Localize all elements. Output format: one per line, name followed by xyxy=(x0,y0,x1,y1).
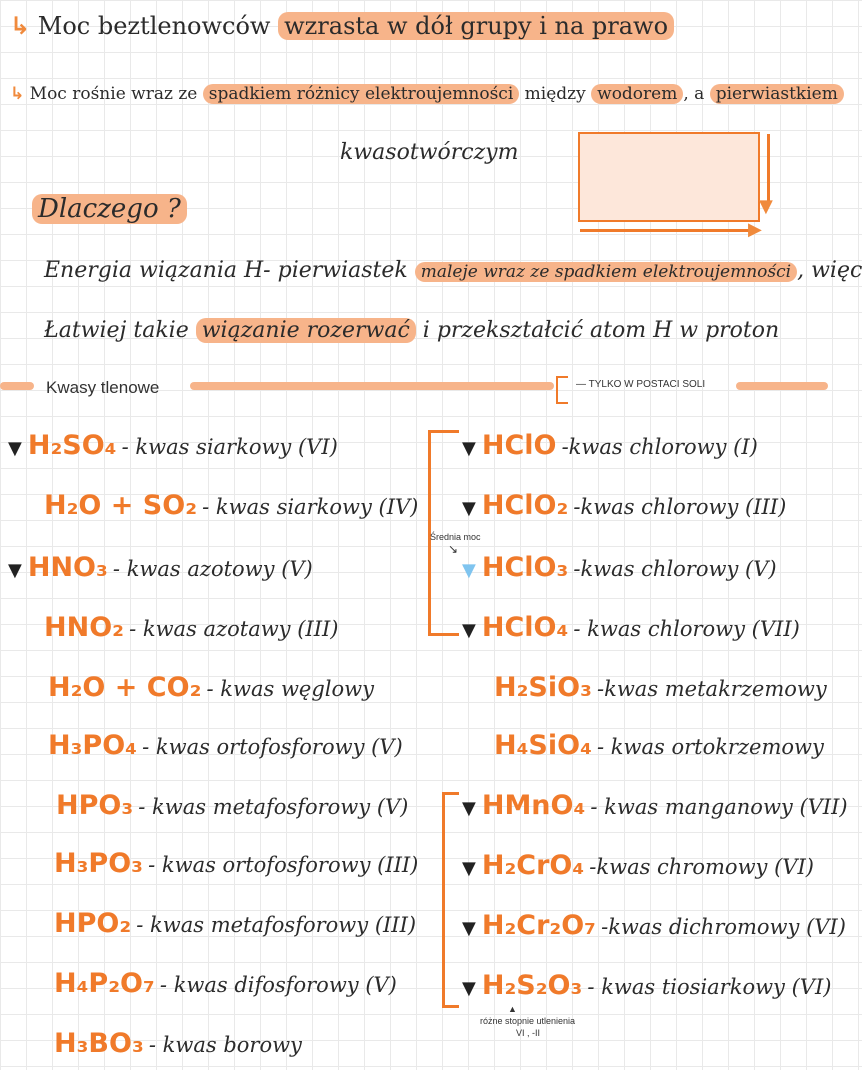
section-title: Kwasy tlenowe xyxy=(46,378,160,397)
why-paragraph-1: Energia wiązania H- pierwiastek maleje wraz ze spadkiem elektroujemności , więc xyxy=(44,258,862,283)
arrow-right-head-icon: ▶ xyxy=(748,219,762,240)
acid-row: H₂SiO₃ -kwas metakrzemowy xyxy=(494,672,827,703)
metal-acids-bracket xyxy=(442,792,459,1008)
acid-row: ▼ H₂S₂O₃ - kwas tiosiarkowy (VI) xyxy=(462,970,832,1001)
acid-row: ▼ HMnO₄ - kwas manganowy (VII) xyxy=(462,790,848,821)
strong-acid-icon: ▼ xyxy=(462,620,476,641)
oxidation-note: różne stopnie utlenienia xyxy=(480,1016,576,1026)
highlight-increase: wzrasta w dół grupy i na prawo xyxy=(278,12,674,40)
why-paragraph-2: Łatwiej takie wiązanie rozerwać i przekształcić atom H w proton xyxy=(44,318,780,343)
strong-acid-icon: ▼ xyxy=(462,978,476,999)
header-line-1: ↳ Moc beztlenowców wzrasta w dół grupy i na prawo xyxy=(10,12,674,40)
strong-acid-icon: ▼ xyxy=(462,918,476,939)
arrow-up-icon: ▲ xyxy=(508,1004,517,1014)
acid-row: H₂O + CO₂ - kwas węglowy xyxy=(48,672,374,703)
header-line-2: ↳ Moc rośnie wraz ze spadkiem różnicy elektroujemności między wodorem , a pierwiastkiem xyxy=(10,84,844,104)
medium-acid-icon: ▼ xyxy=(462,560,476,581)
acid-row: ▼ HClO₃ -kwas chlorowy (V) xyxy=(462,552,777,583)
acid-row: H₂O + SO₂ - kwas siarkowy (IV) xyxy=(44,490,419,521)
strong-acid-icon: ▼ xyxy=(8,438,22,459)
trend-box xyxy=(578,132,760,222)
header-line-2-cont: kwasotwórczym xyxy=(340,140,519,165)
strong-acid-icon: ▼ xyxy=(8,560,22,581)
strong-acid-icon: ▼ xyxy=(462,798,476,819)
strong-acid-icon: ▼ xyxy=(462,498,476,519)
oxidation-values: VI , -II xyxy=(516,1028,541,1038)
acid-row: ▼ HClO -kwas chlorowy (I) xyxy=(462,430,758,461)
arrow-down-icon: ▼ xyxy=(759,196,773,217)
arrow-right-icon: ↳ xyxy=(10,12,31,40)
acid-row: H₄P₂O₇ - kwas difosforowy (V) xyxy=(54,968,397,999)
section-rule-left xyxy=(0,382,34,390)
acid-row: H₄SiO₄ - kwas ortokrzemowy xyxy=(494,730,824,761)
acid-row: HPO₂ - kwas metafosforowy (III) xyxy=(54,908,417,939)
acid-row: HPO₃ - kwas metafosforowy (V) xyxy=(56,790,409,821)
arrow-pointer-icon: ↘ xyxy=(448,542,459,556)
acid-row: HNO₂ - kwas azotawy (III) xyxy=(44,612,339,643)
acid-row: ▼ H₂Cr₂O₇ -kwas dichromowy (VI) xyxy=(462,910,846,941)
salt-note: — TYLKO W POSTACI SOLI xyxy=(576,379,706,390)
acid-row: H₃BO₃ - kwas borowy xyxy=(54,1028,302,1059)
arrow-right-icon: ↳ xyxy=(10,84,25,104)
acid-row: ▼ HClO₂ -kwas chlorowy (III) xyxy=(462,490,787,521)
acid-row: ▼ HNO₃ - kwas azotowy (V) xyxy=(8,552,313,583)
acid-row: H₃PO₄ - kwas ortofosforowy (V) xyxy=(48,730,403,761)
strong-acid-icon: ▼ xyxy=(462,438,476,459)
section-rule-right xyxy=(736,382,828,390)
strong-acid-icon: ▼ xyxy=(462,858,476,879)
salt-bracket xyxy=(556,376,568,404)
why-title: Dlaczego ? xyxy=(32,194,187,224)
acid-row: ▼ HClO₄ - kwas chlorowy (VII) xyxy=(462,612,800,643)
acid-row: ▼ H₂CrO₄ -kwas chromowy (VI) xyxy=(462,850,814,881)
acid-row: H₃PO₃ - kwas ortofosforowy (III) xyxy=(54,848,419,879)
medium-strength-note: Średnia moc xyxy=(430,532,481,542)
acid-row: ▼ H₂SO₄ - kwas siarkowy (VI) xyxy=(8,430,338,461)
arrow-right-line xyxy=(580,229,752,232)
section-rule-mid xyxy=(190,382,554,390)
